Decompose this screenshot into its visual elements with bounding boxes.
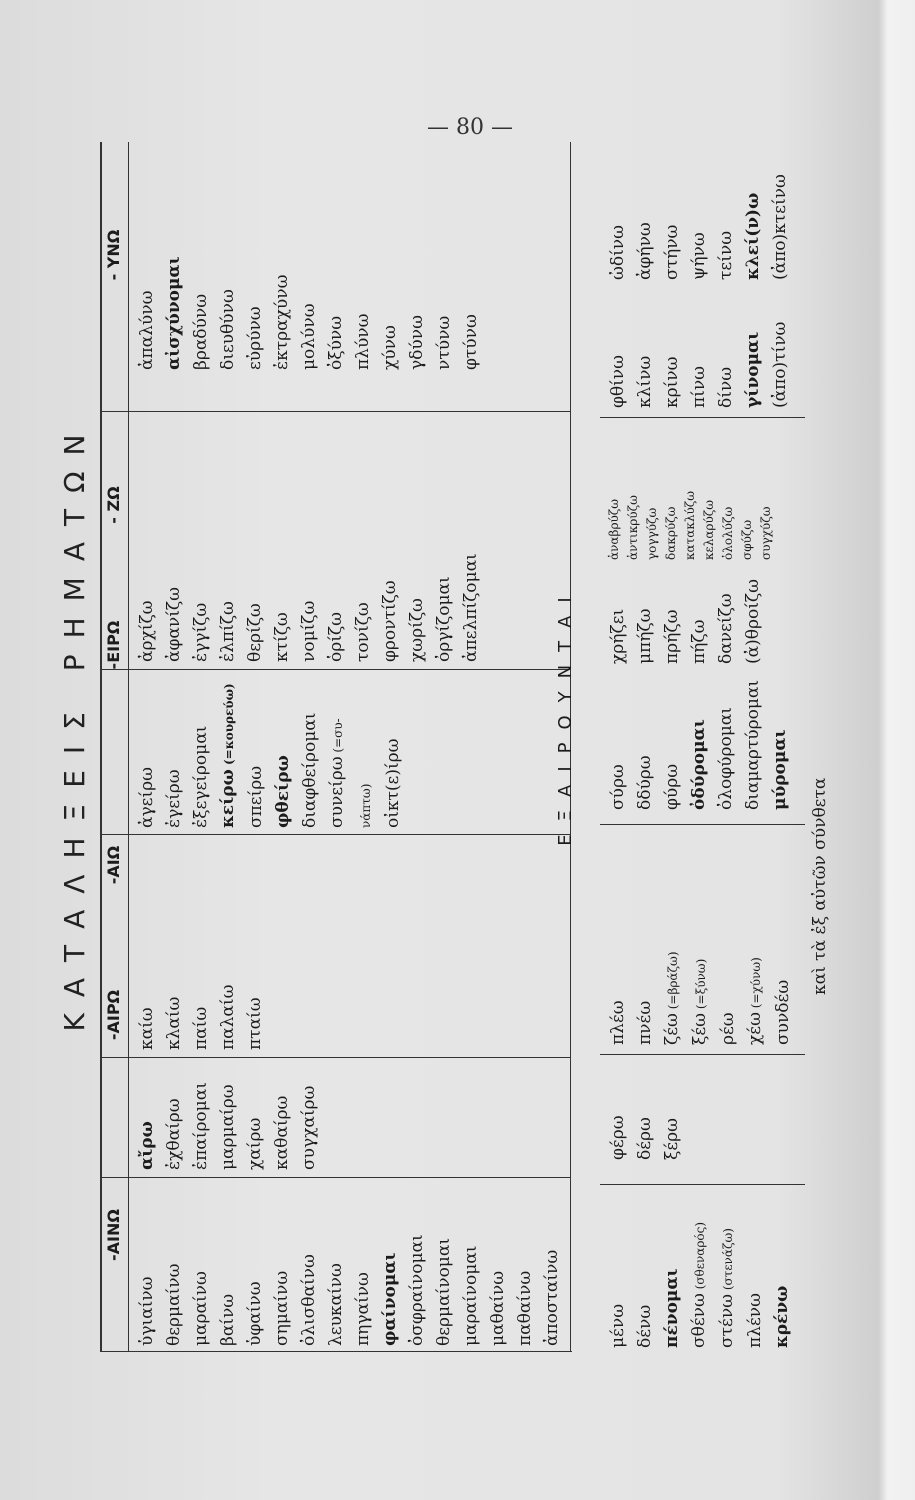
exc4-item: διαμαρτύρομαι [743, 679, 763, 810]
exc1-note: (στενάζω) [721, 1228, 735, 1294]
exc8-item: τείνω [716, 230, 736, 280]
ainw-item: ὀσφραίνομαι [407, 1234, 427, 1346]
exc4-item: φύρω [662, 763, 682, 810]
ainw-item: θερμαίνω [164, 1263, 184, 1346]
exc3-note: (=χύνω) [749, 957, 763, 1013]
exceptions-col6 [605, 491, 776, 560]
exc4-item: δδύρω [635, 755, 655, 810]
header-rule [128, 142, 129, 1352]
header-ainw: -ΑΙΝΩ [104, 1209, 123, 1261]
exceptions-col5 [605, 579, 767, 664]
aiw-item: παίω [191, 1006, 211, 1050]
ainw-item: παθαίνω [515, 1270, 535, 1346]
eirw-item: οἰκτ(ε)ίρω [383, 738, 403, 828]
ynw-item: πλύνω [353, 313, 373, 370]
page-title: ΚΑΤΑΛΗΞΕΙΣ ΡΗΜΑΤΩΝ [58, 418, 91, 1032]
exc3-item: συνδέω [773, 979, 793, 1045]
column-aiw [134, 985, 269, 1050]
column-airw [134, 1082, 323, 1170]
exc5-item: (ἀ)θροίζω [743, 579, 763, 664]
page-number: — 80 — [427, 115, 513, 140]
exc6-item: συγχύζω [759, 506, 773, 560]
ainw-item: ἀποσταίνω [542, 1249, 562, 1346]
exc2-item: δέρω [635, 1117, 655, 1160]
airw-item: χαίρω [245, 1117, 265, 1170]
eirw-note: (=κουρεύω) [222, 683, 236, 770]
zw-item: νομίζω [299, 600, 319, 662]
zw-item: ὀργίζομαι [434, 576, 454, 662]
exc-divider-1 [600, 1184, 805, 1185]
zw-item: ἐλπίζω [218, 601, 238, 662]
zw-item: ὁρίζω [326, 612, 346, 662]
aiw-item: πταίω [245, 997, 265, 1050]
airw-item: ἐχθαίρω [164, 1098, 184, 1170]
ynw-item: αἰσχύνομαι [164, 256, 184, 370]
exc4-item: ὀλοφύρομαι [716, 707, 736, 810]
exceptions-col7 [605, 322, 794, 408]
exc1-item: δένω [635, 1304, 655, 1348]
exc5-item: δανείζω [716, 593, 736, 664]
exc1-note: (σθεναρός) [693, 1221, 707, 1294]
exceptions-col2 [605, 1115, 686, 1160]
ynw-item: ὀξύνω [326, 315, 346, 370]
zw-item: χωρίζω [407, 598, 427, 662]
airw-item: καθαίρω [272, 1095, 292, 1170]
exc7-item: πίνω [689, 365, 709, 408]
eirw-item: ἐγείρω [164, 769, 184, 828]
ynw-item: μολύνω [299, 303, 319, 370]
col-divider-4 [100, 669, 570, 670]
header-eirw: -ΕΙΡΩ [104, 620, 123, 670]
zw-item: ἀρχίζω [137, 600, 157, 662]
exc7-item: φθίνω [608, 354, 628, 408]
ynw-item: χύνω [380, 325, 400, 370]
ainw-item: πηγαίνω [353, 1272, 373, 1346]
column-ynw [134, 256, 485, 370]
table-top-rule [100, 142, 102, 1352]
exc3-item: ρέω [718, 1012, 738, 1045]
eirw-item: κείρω (=κουρεύω) [218, 683, 238, 828]
exceptions-footnote: καὶ τὰ ἐξ αὐτῶν σύνθετα [810, 777, 830, 995]
exc3-item: ξέω (=ξύνω) [690, 958, 710, 1045]
ainw-item: σημαίνω [272, 1270, 292, 1346]
header-zw: - ΖΩ [104, 486, 123, 524]
ainw-item: λευκαίνω [326, 1263, 346, 1346]
ynw-item: βραδύνω [191, 293, 211, 370]
exc-divider-2 [600, 1054, 805, 1055]
exc3-item: χέω (=χύνω) [745, 957, 765, 1045]
exc7-item: δίνω [716, 366, 736, 408]
airw-item: μαρμαίρω [218, 1084, 238, 1170]
exc8-item: ἀφήνω [635, 222, 655, 280]
exc3-item: ζέω (=βράζω) [662, 951, 682, 1045]
exc1-item: σθένω (σθεναρός) [689, 1221, 709, 1348]
exc3-item: πλέω [608, 1000, 628, 1045]
ainw-item: μαθαίνω [488, 1270, 508, 1346]
eirw-item: ἐξεγείρομαι [191, 725, 211, 828]
zw-item: κτίζω [272, 612, 292, 662]
exc7-item: γίνομαι [743, 331, 763, 408]
ainw-item: ὀλισθαίνω [299, 1254, 319, 1346]
exc8-item: ὠδίνω [608, 225, 628, 280]
col-divider-3 [100, 834, 570, 835]
ynw-item: διευθύνω [218, 289, 238, 370]
ynw-item: εὐρύνω [245, 306, 265, 370]
eirw-item [352, 683, 380, 828]
exc1-item: κρένω [772, 1285, 792, 1348]
aiw-item: καίω [137, 1007, 157, 1050]
eirw-item: διαφθείρομαι [300, 712, 320, 828]
exc-divider-4 [600, 417, 805, 418]
exc4-item: σύρω [608, 764, 628, 810]
ynw-item: ντύνω [434, 315, 454, 370]
ainw-item: βαίνω [218, 1293, 238, 1346]
ynw-item: ἐκτραχύνω [272, 274, 292, 370]
ainw-item: μαραίνομαι [461, 1245, 481, 1346]
exc8-item: στήνω [662, 224, 682, 280]
eirw-item: συνείρω (=συ- [327, 718, 347, 828]
zw-item: φροντίζω [380, 580, 400, 662]
exc3-note: (=βράζω) [666, 951, 680, 1014]
col-divider-2 [100, 1057, 570, 1058]
header-airw: -ΑΙΡΩ [104, 989, 123, 1041]
exc4-item: μύρομαι [770, 729, 790, 810]
exc3-item: πνέω [635, 1000, 655, 1045]
exc6-item: σφύζω [740, 519, 754, 560]
exc1-item: στένω (στενάζω) [717, 1228, 737, 1348]
exc1-item: μένω [608, 1303, 628, 1348]
ainw-item: φαίνομαι [380, 1252, 400, 1346]
aiw-item: κλαίω [164, 996, 184, 1050]
exc4-item: ὀδύρομαι [689, 719, 709, 810]
exc6-item: ἀντικρύζω [626, 495, 640, 560]
airw-item: αἴρω [137, 1121, 157, 1170]
exc1-item: πλένω [745, 1293, 765, 1348]
exc5-item: χρήζει [608, 608, 628, 664]
ynw-item: φτύνω [461, 314, 481, 370]
col-divider-5 [100, 411, 570, 412]
exc5-item: πρήζω [662, 609, 682, 664]
exceptions-col4 [605, 680, 794, 810]
exc1-item: πένομαι [662, 1268, 682, 1348]
ynw-item: γδύνω [407, 315, 427, 370]
exc7-item: κλίνω [635, 355, 655, 408]
exc3-note: (=ξύνω) [694, 958, 708, 1013]
header-ynw: - ΥΝΩ [104, 229, 123, 281]
aiw-item: παλαίω [218, 984, 238, 1050]
column-ainw [134, 1234, 566, 1346]
column-eirw [134, 683, 407, 828]
ainw-item: θερμαίνομαι [434, 1238, 454, 1346]
exc6-item: κελαρύζω [702, 499, 716, 560]
ainw-item: ὑφαίνω [245, 1281, 265, 1346]
exc8-item: (ἀπο)κτείνω [770, 174, 790, 280]
zw-item: ἀπελπίζομαι [461, 553, 481, 662]
exc5-item: μπήζω [635, 608, 655, 664]
eirw-item: ἀγείρω [137, 767, 157, 828]
eirw-note: (=συ- [331, 718, 345, 757]
exc6-item: γογγύζω [645, 507, 659, 560]
eirw-note: νάπτω) [359, 783, 373, 828]
zw-item: τονίζω [353, 602, 373, 662]
zw-item: ἀφανίζω [164, 587, 184, 662]
exc2-item: ξέρω [662, 1117, 682, 1160]
ainw-item: ὑγιαίνω [137, 1276, 157, 1346]
ynw-item: ἀπαλύνω [137, 290, 157, 370]
zw-item: ἐγγίζω [191, 602, 211, 662]
exc7-item: (ἀπο)τίνω [770, 321, 790, 408]
airw-item: ἐπαίρομαι [191, 1082, 211, 1170]
airw-item: συγχαίρω [299, 1085, 319, 1170]
col-divider-1 [100, 1177, 570, 1178]
table-left-rule [100, 1351, 572, 1352]
exc8-item: ψήνω [689, 232, 709, 280]
ainw-item: μαραίνω [191, 1271, 211, 1346]
exceptions-col8 [605, 174, 794, 280]
exc6-item: δακρύζω [664, 506, 678, 560]
eirw-item: σπείρω [246, 765, 266, 828]
exc6-item: ὀλολύζω [721, 506, 735, 560]
eirw-item: φθείρω [273, 755, 293, 828]
exc2-item: φέρω [608, 1115, 628, 1160]
zw-item: θερίζω [245, 603, 265, 662]
exc-divider-3 [600, 824, 805, 825]
exc6-item: κατακλύζω [683, 490, 697, 560]
column-zw [134, 553, 485, 662]
exceptions-title: ΕΞΑΙΡΟΥΝΤΑΙ [555, 584, 576, 846]
exc8-item: κλεί(ν)ω [743, 192, 763, 280]
exc6-item: ἀναβρύζω [607, 498, 621, 560]
exc5-item: πήζω [689, 619, 709, 664]
exc7-item: κρίνω [662, 356, 682, 408]
header-aiw: -ΑΙΩ [104, 845, 123, 885]
exceptions-col3 [605, 951, 797, 1045]
exceptions-col1 [605, 1222, 796, 1348]
